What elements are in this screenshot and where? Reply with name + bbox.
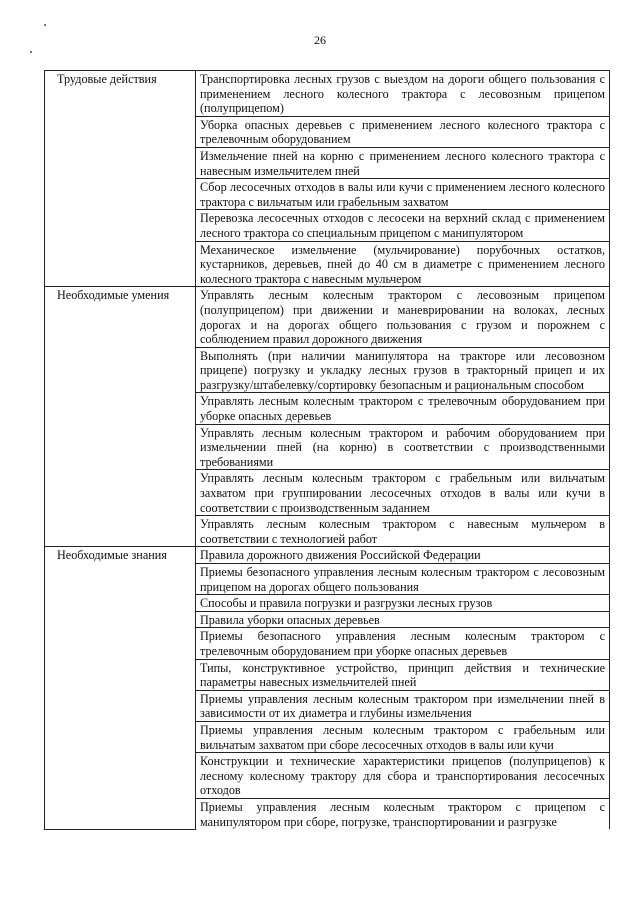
requirement-cell: Способы и правила погрузки и разгрузки лесных грузов — [196, 595, 610, 612]
table-row — [45, 71, 610, 117]
requirement-cell: Правила уборки опасных деревьев — [196, 611, 610, 628]
requirement-cell: Приемы управления лесным колесным трактором с грабельным или вильчатым захватом при сборе лесосечных отходов в валы или кучи — [196, 721, 610, 752]
requirement-cell: Правила дорожного движения Российской Федерации — [196, 547, 610, 564]
requirement-cell: Приемы безопасного управления лесным колесным трактором с лесовозным прицепом на дорогах общего пользования — [196, 564, 610, 595]
requirement-cell: Механическое измельчение (мульчирование) порубочных остатков, кустарников, деревьев, пней до 40 см в диаметре с применением лесного колесного трактора с навесным мульчером — [196, 241, 610, 287]
page-number: 26 — [314, 33, 326, 47]
scan-speck — [30, 51, 32, 53]
requirement-cell: Приемы управления лесным колесным трактором при измельчении пней в зависимости от их диаметра и глубины измельчения — [196, 690, 610, 721]
section-heading: Необходимые знания — [45, 547, 196, 829]
requirement-cell: Выполнять (при наличии манипулятора на тракторе или лесовозном прицепе) погрузку и укладку лесных грузов в тракторный прицеп и их разгрузку/штабелевку/сортировку безопасным и рациональным способом — [196, 347, 610, 393]
requirement-cell: Приемы управления лесным колесным трактором с прицепом с манипулятором при сборе, погрузке, транспортировании и разгрузке — [196, 798, 610, 829]
requirement-cell: Управлять лесным колесным трактором с трелевочным оборудованием при уборке опасных деревьев — [196, 393, 610, 424]
requirement-cell: Сбор лесосечных отходов в валы или кучи с применением лесного колесного трактора с вильчатым или грабельным захватом — [196, 179, 610, 210]
table-row — [45, 547, 610, 564]
requirement-cell: Приемы безопасного управления лесным колесным трактором с трелевочным оборудованием при уборке опасных деревьев — [196, 628, 610, 659]
section-heading: Трудовые действия — [45, 71, 196, 287]
scan-speck — [44, 24, 46, 26]
requirement-cell: Управлять лесным колесным трактором с лесовозным прицепом (полуприцепом) при движении и маневрировании на волоках, лесных дорогах и на дорогах общего пользования с грузом и порожнем с соблюдением правил дорожного движения — [196, 287, 610, 347]
requirement-cell: Транспортировка лесных грузов с выездом на дороги общего пользования с применением лесного колесного трактора с лесовозным прицепом (полуприцепом) — [196, 71, 610, 117]
requirement-cell: Перевозка лесосечных отходов с лесосеки на верхний склад с применением лесного трактора со специальным прицепом с манипулятором — [196, 210, 610, 241]
requirement-cell: Типы, конструктивное устройство, принцип действия и технические параметры навесных измельчителей пней — [196, 659, 610, 690]
requirement-cell: Конструкции и технические характеристики прицепов (полуприцепов) к лесному колесному трактору для сбора и транспортирования лесосечных отходов — [196, 753, 610, 799]
section-heading: Необходимые умения — [45, 287, 196, 547]
requirement-cell: Уборка опасных деревьев с применением лесного колесного трактора с трелевочным оборудованием — [196, 116, 610, 147]
requirement-cell: Измельчение пней на корню с применением лесного колесного трактора с навесным измельчителем пней — [196, 147, 610, 178]
requirement-cell: Управлять лесным колесным трактором с грабельным или вильчатым захватом при группировании лесосечных отходов в валы или кучи в соответствии с производственным заданием — [196, 470, 610, 516]
requirement-cell: Управлять лесным колесным трактором с навесным мульчером в соответствии с технологией работ — [196, 516, 610, 547]
requirements-table — [44, 70, 610, 830]
table-row — [45, 287, 610, 347]
requirement-cell: Управлять лесным колесным трактором и рабочим оборудованием при измельчении пней (на корню) в соответствии с производственными требованиями — [196, 424, 610, 470]
